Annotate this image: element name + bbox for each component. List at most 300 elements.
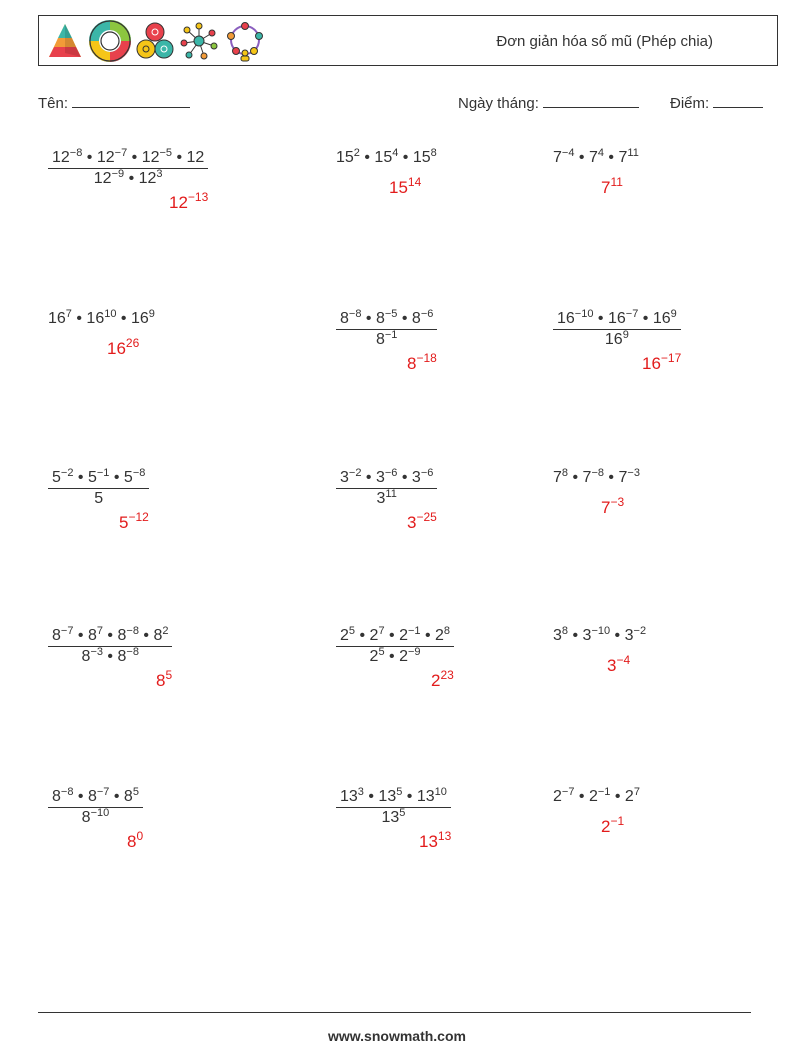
fraction [336,626,454,667]
power-term [374,149,398,166]
expression [48,309,155,329]
denominator [336,488,437,509]
power-exponent: −6 [420,467,434,479]
power-exponent: 9 [670,308,677,320]
power-term [553,469,568,486]
power-term [370,627,385,644]
answer-base: 13 [419,832,438,851]
power-base: 2 [340,627,349,644]
power-exponent: 5 [399,807,406,819]
power-term [378,788,402,805]
power-base: 16 [557,310,575,327]
name-blank-line [72,93,190,108]
power-base: 7 [582,469,592,486]
numerator [336,309,437,329]
power-exponent: −3 [90,646,103,658]
power-exponent: −1 [384,329,398,341]
multiply-dot: • [638,310,653,327]
power-term [413,149,437,166]
multiply-dot: • [384,648,400,665]
answer-11 [431,668,454,691]
power-base: 8 [153,627,163,644]
multiply-dot: • [82,149,97,166]
numerator [336,468,437,488]
power-exponent: 4 [392,147,399,159]
denominator [336,646,454,667]
power-exponent: 8 [443,625,451,637]
problem-6 [553,309,681,350]
numerator [336,626,454,646]
answer-exponent: −13 [187,190,209,204]
power-base: 16 [607,310,626,327]
power-base: 8 [117,648,127,665]
answer-base: 15 [389,178,408,197]
power-term [589,149,604,166]
power-term [399,627,420,644]
power-exponent: −7 [60,625,74,637]
power-exponent: 7 [633,786,640,798]
power-exponent: 11 [385,488,397,500]
power-exponent: 3 [357,786,364,798]
power-base: 13 [381,809,400,826]
power-exponent: 8 [561,467,569,479]
power-term [131,310,155,327]
power-term [52,149,82,166]
power-term [381,809,405,826]
power-exponent: 5 [132,786,139,798]
expression [553,148,639,168]
multiply-dot: • [397,469,412,486]
power-term [625,788,640,805]
problem-12 [553,626,646,646]
power-base: 8 [117,627,127,644]
power-term [97,149,127,166]
problem-2 [336,148,437,168]
power-base: 8 [81,809,91,826]
power-exponent: −7 [114,147,128,159]
answer-exponent: 14 [407,175,422,189]
power-exponent: 5 [396,786,403,798]
answer-base: 16 [107,339,126,358]
multiply-dot: • [73,627,88,644]
power-term [52,627,73,644]
fraction [336,787,451,828]
power-base: 8 [87,788,97,805]
problem-4 [48,309,155,329]
answer-exponent: 0 [136,829,144,843]
power-base: 12 [141,149,160,166]
power-exponent: 2 [162,625,169,637]
power-exponent: −2 [348,467,362,479]
power-base: 15 [412,149,431,166]
power-exponent: −2 [60,467,74,479]
power-base: 3 [375,469,385,486]
power-exponent: −4 [561,147,575,159]
power-exponent: −10 [90,807,110,819]
power-exponent: −7 [625,308,639,320]
multiply-dot: • [568,627,583,644]
power-base: 8 [340,310,349,327]
problem-9 [553,468,640,488]
power-base: 15 [336,149,354,166]
multiply-dot: • [420,627,436,644]
power-exponent: 10 [104,308,117,320]
power-base: 2 [399,648,408,665]
power-exponent: 7 [96,625,103,637]
problem-1 [48,148,208,189]
multiply-dot: • [71,310,87,327]
power-term [94,170,124,187]
answer-base: 8 [127,832,137,851]
multiply-dot: • [116,310,131,327]
power-base: 3 [340,469,349,486]
answer-exponent: −18 [416,351,437,365]
power-base: 2 [624,788,634,805]
power-term [139,170,163,187]
denominator [336,329,437,350]
power-exponent: −9 [111,168,125,180]
power-term [583,469,604,486]
power-exponent: −2 [633,625,647,637]
power-base: 8 [375,310,385,327]
power-exponent: −10 [574,308,594,320]
answer-8 [407,510,437,533]
power-term [625,627,646,644]
power-base: 8 [411,310,421,327]
power-base: 3 [624,627,634,644]
power-term [88,788,109,805]
power-base: 12 [186,149,205,166]
power-exponent: 7 [378,625,385,637]
power-exponent: −8 [591,467,604,479]
power-exponent: 2 [353,147,360,159]
power-base: 15 [374,149,393,166]
fraction [553,309,681,350]
multiply-dot: • [102,627,118,644]
multiply-dot: • [138,627,154,644]
page-title: Đơn giản hóa số mũ (Phép chia) [496,33,713,50]
power-base: 16 [130,310,149,327]
answer-base: 8 [407,354,417,373]
answer-exponent: −17 [660,351,682,365]
denominator [48,646,172,667]
problem-5 [336,309,437,350]
score-blank-line [713,93,763,108]
power-base: 2 [553,788,562,805]
fraction [48,148,208,189]
power-exponent: 8 [430,147,437,159]
multiply-dot: • [574,788,589,805]
answer-base: 5 [119,513,129,532]
answer-exponent: −12 [128,510,149,524]
expression [553,626,646,646]
multiply-dot: • [172,149,187,166]
answer-base: 2 [431,671,441,690]
power-term [340,627,355,644]
power-term [124,469,145,486]
expression [553,468,640,488]
fraction [336,468,437,509]
power-exponent: 5 [378,646,385,658]
answer-exponent: 11 [610,175,623,189]
answer-exponent: 26 [125,336,140,350]
power-term [86,310,116,327]
power-base: 2 [399,627,408,644]
denominator [48,488,149,509]
power-exponent: 9 [148,308,155,320]
power-base: 12 [138,170,157,187]
power-term [376,310,397,327]
multiply-dot: • [568,469,583,486]
power-term [377,490,397,507]
power-term [376,331,397,348]
power-term [583,627,611,644]
multiply-dot: • [610,788,625,805]
answer-6 [642,351,682,374]
answer-base: 16 [642,354,661,373]
power-term [48,310,72,327]
power-term [553,627,568,644]
problem-7 [48,468,149,509]
score-label: Điểm: [670,95,710,112]
problem-11 [336,626,454,667]
power-term [557,310,593,327]
power-exponent: −8 [348,308,362,320]
power-base: 2 [588,788,598,805]
problem-14 [336,787,451,828]
power-base: 5 [94,490,104,507]
power-base: 3 [376,490,386,507]
power-term [417,788,447,805]
power-exponent: −6 [420,308,434,320]
power-term [553,788,574,805]
name-label: Tên: [38,95,69,112]
expression [336,148,437,168]
name-field [38,93,190,112]
power-base: 7 [618,149,628,166]
answer-exponent: 23 [440,668,454,682]
power-exponent: −8 [126,625,139,637]
multiply-dot: • [355,627,370,644]
power-base: 7 [553,469,562,486]
answer-base: 3 [607,656,617,675]
power-term [340,469,361,486]
power-term [340,310,361,327]
problem-15 [553,787,640,807]
power-base: 8 [81,648,91,665]
fraction [48,626,172,667]
power-base: 3 [582,627,592,644]
power-term [608,310,638,327]
power-term [618,469,639,486]
answer-13 [127,829,144,852]
power-term [88,469,109,486]
answer-base: 3 [407,513,417,532]
answer-base: 8 [156,671,166,690]
power-base: 2 [435,627,444,644]
multiply-dot: • [593,310,608,327]
power-exponent: 8 [561,625,569,637]
power-term [435,627,450,644]
power-base: 12 [52,149,70,166]
power-term [336,149,360,166]
answer-base: 12 [169,193,188,212]
power-base: 5 [52,469,61,486]
power-exponent: −1 [407,625,421,637]
power-term [153,627,168,644]
power-base: 2 [369,627,379,644]
numbered-circles-logo-icon [135,20,175,62]
date-label: Ngày tháng: [458,95,539,112]
multiply-dot: • [127,149,142,166]
power-exponent: −1 [597,786,611,798]
answer-base: 2 [601,817,611,836]
numerator [48,148,208,168]
power-term [52,469,73,486]
power-exponent: −8 [126,646,139,658]
answer-exponent: −4 [616,653,631,667]
power-base: 8 [123,788,133,805]
footer-divider [38,1012,751,1013]
power-base: 16 [652,310,671,327]
power-base: 8 [52,788,61,805]
power-base: 13 [378,788,397,805]
multiply-dot: • [361,310,376,327]
power-exponent: −6 [384,467,398,479]
multiply-dot: • [73,788,88,805]
network-logo-icon [179,21,219,61]
answer-exponent: −25 [416,510,437,524]
power-exponent: −5 [384,308,398,320]
power-term [340,788,364,805]
power-exponent: −7 [561,786,575,798]
answer-base: 7 [601,498,611,517]
multiply-dot: • [124,170,139,187]
power-term [370,648,385,665]
power-term [412,469,433,486]
score-field [670,93,763,112]
multiply-dot: • [398,149,413,166]
numerator [48,468,149,488]
power-term [52,788,73,805]
problem-8 [336,468,437,509]
power-exponent: −10 [591,625,611,637]
power-exponent: −8 [69,147,83,159]
power-term [605,331,629,348]
power-base: 13 [416,788,435,805]
multiply-dot: • [359,149,375,166]
answer-exponent: 5 [165,668,173,682]
numerator [48,626,172,646]
multiply-dot: • [109,788,124,805]
answer-7 [119,510,149,533]
power-exponent: 11 [627,147,639,159]
multiply-dot: • [397,310,412,327]
power-exponent: 3 [156,168,163,180]
power-exponent: 10 [434,786,447,798]
fraction [48,787,143,828]
power-term [399,648,420,665]
power-exponent: −3 [627,467,640,479]
expression [553,787,640,807]
date-blank-line [543,93,639,108]
answer-14 [419,829,452,852]
power-base: 12 [96,149,115,166]
denominator [48,807,143,828]
power-base: 3 [411,469,421,486]
power-term [412,310,433,327]
answer-1 [169,190,209,213]
numerator [48,787,143,807]
denominator [48,168,208,189]
power-base: 2 [369,648,379,665]
power-term [117,627,138,644]
answer-3 [601,175,623,198]
power-base: 16 [604,331,623,348]
answer-10 [156,668,173,691]
date-field [458,93,639,112]
power-exponent: 5 [348,625,356,637]
answer-5 [407,351,437,374]
denominator [336,807,451,828]
multiply-dot: • [73,469,88,486]
multiply-dot: • [402,788,417,805]
fraction [336,309,437,350]
answer-12 [607,653,631,676]
power-base: 13 [340,788,358,805]
problem-13 [48,787,143,828]
multiply-dot: • [610,627,625,644]
power-exponent: −8 [60,786,74,798]
problem-3 [553,148,639,168]
power-base: 12 [93,170,112,187]
power-term [88,627,103,644]
answer-exponent: −3 [610,495,625,509]
cycle-logo-icon [223,20,267,62]
power-base: 16 [86,310,105,327]
power-term [376,469,397,486]
logo-strip [45,20,267,62]
power-term [117,648,138,665]
power-base: 7 [588,149,598,166]
header-box [38,15,778,66]
multiply-dot: • [102,648,118,665]
answer-4 [107,336,140,359]
fraction [48,468,149,509]
answer-9 [601,495,625,518]
numerator [336,787,451,807]
power-exponent: −1 [96,467,110,479]
power-exponent: 4 [597,147,604,159]
power-term [553,149,574,166]
power-base: 3 [553,627,562,644]
multiply-dot: • [361,469,376,486]
pyramid-logo-icon [45,21,85,61]
power-term [187,149,205,166]
power-exponent: 9 [622,329,629,341]
power-base: 5 [87,469,97,486]
power-base: 7 [618,469,628,486]
numerator [553,309,681,329]
answer-2 [389,175,422,198]
multiply-dot: • [603,149,619,166]
multiply-dot: • [603,469,619,486]
answer-exponent: 13 [437,829,452,843]
multiply-dot: • [363,788,379,805]
power-term [618,149,638,166]
power-base: 8 [87,627,97,644]
denominator [553,329,681,350]
